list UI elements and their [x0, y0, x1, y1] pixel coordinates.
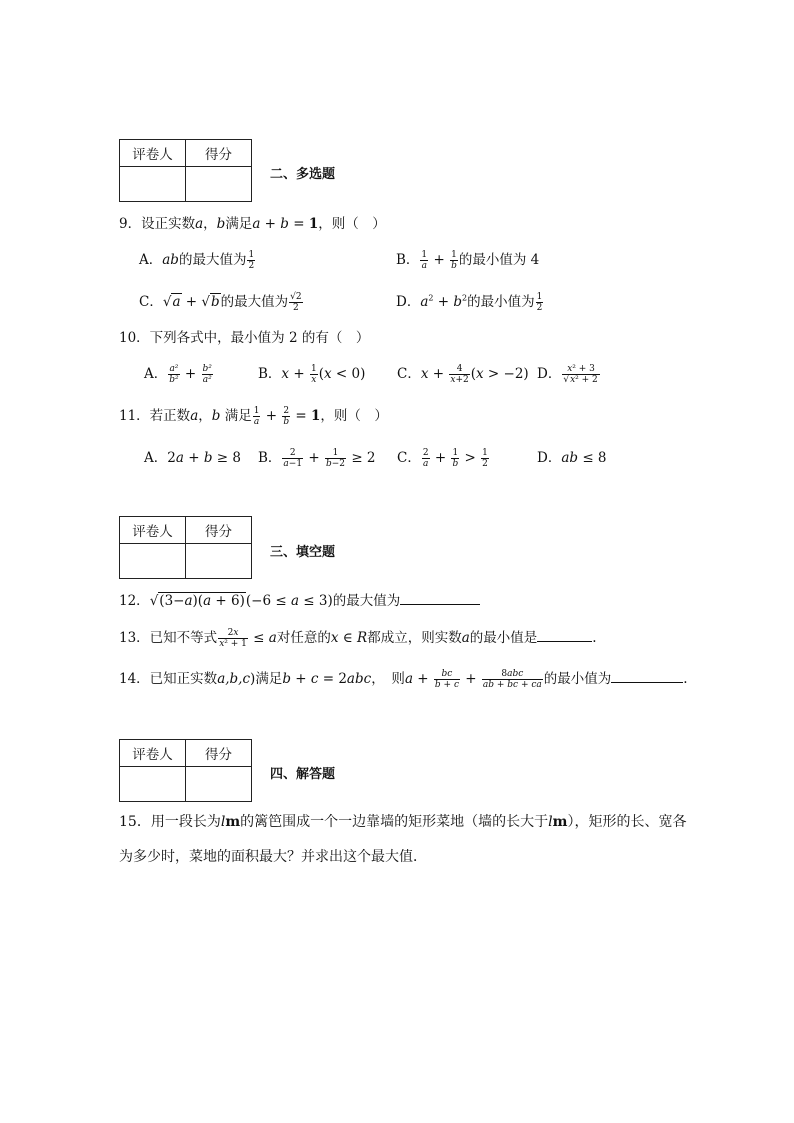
- option-label: B．: [258, 366, 282, 382]
- option-label: B．: [258, 450, 282, 466]
- question-11: 11．若正数a，b 满足 $\frac{1}{a}$ + $\frac{2}{b}$ = 1，则（ ）: [119, 406, 388, 427]
- q14-stem: 14．已知正实数: [119, 671, 218, 687]
- question-13: 13．已知不等式 $\frac{2x}{\text{x² + 1}}$ ≤ a对任意的x ∈ R都成立，则实数a的最小值是 .: [119, 628, 597, 649]
- option-label: D．: [537, 366, 562, 382]
- question-10: 10．下列各式中，最小值为 2 的有（ ）: [119, 330, 370, 346]
- option-label: A．: [139, 252, 163, 268]
- grader-cell[interactable]: [120, 767, 186, 802]
- option-label: A．: [144, 366, 168, 382]
- q12-num: 12．: [119, 593, 150, 609]
- q9-option-b[interactable]: B． $\frac{1}{a}$ + $\frac{1}{b}$ 的最小值为 4: [396, 250, 540, 271]
- q13-t1: 对任意的: [276, 630, 331, 646]
- answer-blank[interactable]: [400, 592, 480, 605]
- answer-blank[interactable]: [537, 629, 592, 642]
- section-title-2: 二、多选题: [270, 167, 336, 182]
- q11-stem: 11．若正数: [119, 408, 191, 424]
- q10-option-d[interactable]: D． $\frac{\text{x² + 3}}{\text{√x² + 2}}$: [537, 364, 598, 385]
- question-15-line-1: 15．用一段长为lm的篱笆围成一个一边靠墙的矩形菜地（墙的长大于lm），矩形的长、宽各: [119, 814, 687, 830]
- option-text: 的最大值为: [220, 294, 289, 310]
- option-label: D．: [537, 450, 562, 466]
- q12-text: 的最大值为: [332, 593, 401, 609]
- q15-c: ），矩形的长、宽各: [567, 814, 687, 830]
- q13-stem: 13．已知不等式: [119, 630, 218, 646]
- q10-option-a[interactable]: A． $\frac{\text{a²}}{\text{b²}}$ + $\frac{\text{b²}}{\text{a²}}$: [144, 364, 212, 385]
- option-label: A．: [144, 450, 168, 466]
- option-label: C．: [397, 366, 421, 382]
- question-12: 12．√(3−a)(a + 6)(−6 ≤ a ≤ 3)的最大值为: [119, 589, 480, 609]
- grader-header: 评卷人: [120, 517, 186, 544]
- option-text: 的最小值为: [467, 294, 535, 310]
- question-15-line-2: 为多少时，菜地的面积最大？并求出这个最大值．: [119, 849, 427, 865]
- option-text: 的最小值为 4: [458, 252, 540, 268]
- option-text: 的最大值为: [178, 252, 247, 268]
- q9-option-d[interactable]: D．$a^2 + b^2$的最小值为 $\frac{1}{2}$: [396, 292, 543, 313]
- grader-header: 评卷人: [120, 740, 186, 767]
- q15-a: 15．用一段长为: [119, 814, 221, 830]
- q11-option-d[interactable]: D．ab ≤ 8: [537, 450, 607, 466]
- score-table-s2: [119, 139, 252, 202]
- q13-t2: 都成立，则实数: [367, 630, 462, 646]
- score-header: 得分: [186, 517, 252, 544]
- answer-blank[interactable]: [611, 670, 683, 683]
- score-cell[interactable]: [186, 167, 252, 202]
- grader-cell[interactable]: [120, 167, 186, 202]
- q9-end: ，则（ ）: [318, 216, 386, 232]
- q14-t1: 满足: [255, 671, 283, 687]
- q9-stem: 9．设正实数: [119, 216, 196, 232]
- q11-option-b[interactable]: B． $\frac{2}{a-1}$ + $\frac{1}{b-2}$ ≥ 2: [258, 448, 376, 469]
- option-label: C．: [397, 450, 421, 466]
- q11-end: ，则（ ）: [320, 408, 388, 424]
- score-header: 得分: [186, 740, 252, 767]
- section-title-3: 三、填空题: [270, 545, 336, 560]
- q11-option-a[interactable]: A．2a + b ≥ 8: [144, 450, 241, 466]
- q9-option-a[interactable]: A．ab的最大值为 $\frac{1}{2}$: [139, 250, 255, 271]
- option-label: C．: [139, 294, 163, 310]
- score-table-s3: [119, 516, 252, 579]
- score-table-s4: [119, 739, 252, 802]
- question-9: 9．设正实数a，b满足a + b = 1，则（ ）: [119, 216, 386, 232]
- q10-option-c[interactable]: C．x + $\frac{4}{x+2}$ (x > −2): [397, 364, 529, 385]
- q11-option-c[interactable]: C． $\frac{2}{a}$ + $\frac{1}{b}$ > $\frac{1}{2}$: [397, 448, 488, 469]
- score-cell[interactable]: [186, 544, 252, 579]
- option-label: B．: [396, 252, 420, 268]
- score-header: 得分: [186, 140, 252, 167]
- question-14: 14．已知正实数a,b,c)满足b + c = 2abc， 则a + $\frac{bc}{b + c}$ + $\frac{\text{8abc}}{ab + bc + ca}$ 的最小值为 .: [119, 669, 688, 690]
- grader-cell[interactable]: [120, 544, 186, 579]
- section-title-4: 四、解答题: [270, 767, 336, 782]
- q14-t3: 的最小值为: [543, 671, 612, 687]
- grader-header: 评卷人: [120, 140, 186, 167]
- q13-t3: 的最小值是: [469, 630, 538, 646]
- q11-mid: 满足: [224, 408, 252, 424]
- q14-t2: ， 则: [371, 671, 405, 687]
- q15-b: 的篱笆围成一个一边靠墙的矩形菜地（墙的长大于: [240, 814, 549, 830]
- score-cell[interactable]: [186, 767, 252, 802]
- q9-option-c[interactable]: C．√a + √b的最大值为 $\frac{√2}{2}$: [139, 292, 302, 313]
- q9-mid: 满足: [225, 216, 253, 232]
- q10-option-b[interactable]: B．x + $\frac{1}{x}$ (x < 0): [258, 364, 366, 385]
- option-label: D．: [396, 294, 421, 310]
